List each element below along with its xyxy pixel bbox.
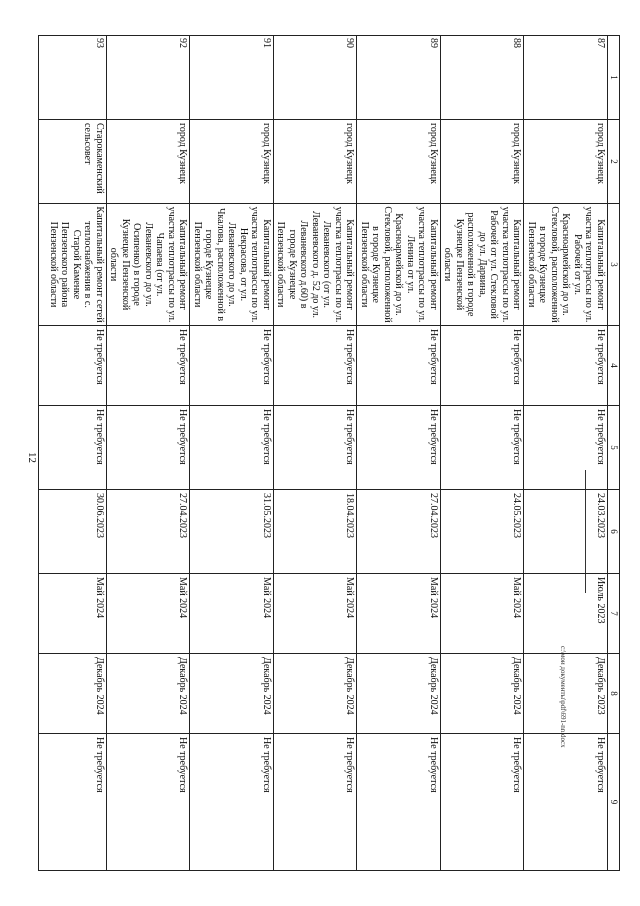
permit-cell: Не требуется	[524, 734, 608, 871]
column-number-row	[608, 36, 620, 871]
design-docs-cell: Не требуется	[190, 326, 274, 406]
column-number: 6	[608, 490, 620, 574]
date-cell: 27.04.2023	[357, 490, 441, 574]
work-description-cell: Капитальный ремонт участка теплотрассы по ул. Чапаева (от ул. Леваневского до ул. Осипенко) в городе Кузнецке Пензенской области	[107, 204, 191, 326]
end-month-cell: Декабрь 2023	[524, 654, 608, 734]
start-month-cell: Июль 2023	[524, 574, 608, 654]
end-month-cell: Декабрь 2024	[107, 654, 191, 734]
row-number-cell: 88	[441, 36, 525, 120]
permit-cell: Не требуется	[274, 734, 358, 871]
start-month-cell: Май 2024	[39, 574, 107, 654]
end-month-cell: Декабрь 2024	[441, 654, 525, 734]
expertise-cell: Не требуется	[274, 406, 358, 490]
column-number: 2	[608, 120, 620, 204]
start-month-cell: Май 2024	[107, 574, 191, 654]
table-row	[524, 36, 608, 871]
table-row	[274, 36, 358, 871]
work-description-cell: Капитальный ремонт участка теплотрассы по ул. Некрасова, от ул. Леваневского до ул. Чкалова, расположенной в городе Кузнецке Пензенской области	[190, 204, 274, 326]
work-description-cell: Капитальный ремонт участка теплотрассы по ул. Ленина от ул. Красноармейской до ул. Стекловой, расположенной в городе Кузнецке Пензенской области	[357, 204, 441, 326]
date-cell: 24.03.2023	[524, 490, 608, 574]
date-cell: 18.04.2023	[274, 490, 358, 574]
date-cell: 30.06.2023	[39, 490, 107, 574]
date-cell: 31.05.2023	[190, 490, 274, 574]
expertise-cell: Не требуется	[39, 406, 107, 490]
footer-file-path: c:\мои документы\pdf\691-nn.docx	[559, 646, 567, 748]
table-row	[441, 36, 525, 871]
end-month-cell: Декабрь 2024	[190, 654, 274, 734]
start-month-cell: Май 2024	[190, 574, 274, 654]
page-number: 12	[26, 452, 38, 463]
date-cell: 27.04.2023	[107, 490, 191, 574]
start-month-cell: Май 2024	[357, 574, 441, 654]
permit-cell: Не требуется	[39, 734, 107, 871]
table-row	[39, 36, 107, 871]
row-number-cell: 87	[524, 36, 608, 120]
work-description-cell: Капитальный ремонт участка теплотрассы по ул. Рабочей от ул. Красноармейской до ул. Стекловой, расположенной в городе Кузнецке Пензенской области	[524, 204, 608, 326]
column-number: 1	[608, 36, 620, 120]
end-month-cell: Декабрь 2024	[274, 654, 358, 734]
locality-cell: город Кузнецк	[190, 120, 274, 204]
document-page-rotated	[48, 35, 620, 870]
table-body	[39, 36, 620, 871]
start-month-cell: Май 2024	[441, 574, 525, 654]
design-docs-cell: Не требуется	[39, 326, 107, 406]
design-docs-cell: Не требуется	[441, 326, 525, 406]
expertise-cell: Не требуется	[190, 406, 274, 490]
row-number-cell: 92	[107, 36, 191, 120]
row-number-cell: 90	[274, 36, 358, 120]
work-description-cell: Капитальный ремонт сетей теплоснабжения в с. Старой Каменке Пензенского района Пензенской области	[39, 204, 107, 326]
design-docs-cell: Не требуется	[107, 326, 191, 406]
column-number: 3	[608, 204, 620, 326]
design-docs-cell: Не требуется	[274, 326, 358, 406]
column-number: 5	[608, 406, 620, 490]
permit-cell: Не требуется	[107, 734, 191, 871]
expertise-cell: Не требуется	[357, 406, 441, 490]
end-month-cell: Декабрь 2024	[357, 654, 441, 734]
locality-cell: город Кузнецк	[524, 120, 608, 204]
work-description-cell: Капитальный ремонт участка теплотрассы по ул. Рабочей от ул. Стекловой до ул. Дарвина, расположенной в городе Кузнецке Пензенской области	[441, 204, 525, 326]
column-number: 9	[608, 734, 620, 871]
design-docs-cell: Не требуется	[357, 326, 441, 406]
permit-cell: Не требуется	[190, 734, 274, 871]
row-number-cell: 91	[190, 36, 274, 120]
design-docs-cell: Не требуется	[524, 326, 608, 406]
date-cell: 24.05.2023	[441, 490, 525, 574]
table-row	[107, 36, 191, 871]
table-row	[190, 36, 274, 871]
column-number: 8	[608, 654, 620, 734]
locality-cell: город Кузнецк	[441, 120, 525, 204]
column-number: 4	[608, 326, 620, 406]
start-month-cell: Май 2024	[274, 574, 358, 654]
locality-cell: Старокаменский сельсовет	[39, 120, 107, 204]
expertise-cell: Не требуется	[441, 406, 525, 490]
works-schedule-table	[38, 35, 620, 871]
locality-cell: город Кузнецк	[357, 120, 441, 204]
end-month-cell: Декабрь 2024	[39, 654, 107, 734]
permit-cell: Не требуется	[441, 734, 525, 871]
permit-cell: Не требуется	[357, 734, 441, 871]
row-number-cell: 89	[357, 36, 441, 120]
column-number: 7	[608, 574, 620, 654]
row-number-cell: 93	[39, 36, 107, 120]
expertise-cell: Не требуется	[524, 406, 608, 490]
expertise-cell: Не требуется	[107, 406, 191, 490]
locality-cell: город Кузнецк	[274, 120, 358, 204]
work-description-cell: Капитальный ремонт участка теплотрассы по ул. Леваневского (от ул. Леваневского д. 52 до ул. Леваневского д.60) в городе Кузнецке Пензенской области	[274, 204, 358, 326]
locality-cell: город Кузнецк	[107, 120, 191, 204]
table-row	[357, 36, 441, 871]
